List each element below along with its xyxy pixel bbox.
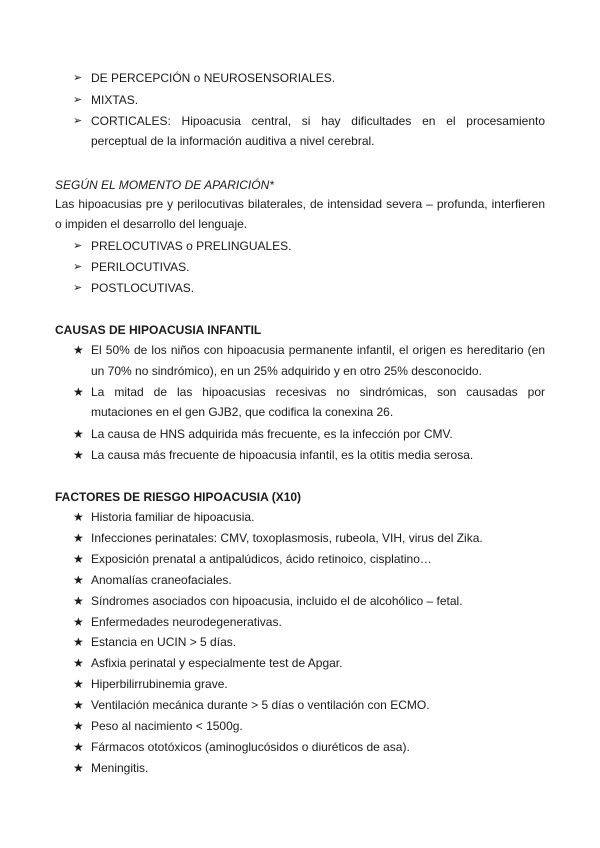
list-item: Ventilación mecánica durante > 5 días o ventilación con ECMO. bbox=[91, 698, 430, 712]
section-heading-factores: FACTORES DE RIESGO HIPOACUSIA (X10) bbox=[55, 490, 302, 504]
star-bullet-icon: ★ bbox=[73, 615, 84, 629]
star-bullet-icon: ★ bbox=[73, 573, 84, 587]
star-bullet-icon: ★ bbox=[73, 719, 84, 733]
arrow-bullet-icon: ➢ bbox=[73, 240, 83, 252]
list-item: Síndromes asociados con hipoacusia, incluido el de alcohólico – fetal. bbox=[91, 594, 463, 608]
star-bullet-icon: ★ bbox=[73, 698, 84, 712]
star-bullet-icon: ★ bbox=[73, 531, 84, 545]
list-item: POSTLOCUTIVAS. bbox=[91, 281, 195, 295]
list-item: El 50% de los niños con hipoacusia permanente infantil, el origen es hereditario (en bbox=[91, 343, 545, 357]
arrow-bullet-icon: ➢ bbox=[73, 282, 83, 294]
list-item-continuation: mutaciones en el gen GJB2, que codifica la conexina 26. bbox=[91, 405, 394, 419]
arrow-bullet-icon: ➢ bbox=[73, 115, 83, 127]
star-bullet-icon: ★ bbox=[73, 740, 84, 754]
star-bullet-icon: ★ bbox=[73, 427, 84, 441]
list-item: La causa de HNS adquirida más frecuente, es la infección por CMV. bbox=[91, 427, 453, 441]
list-item-continuation: un 70% no sindrómico), en un 25% adquirido y en otro 25% desconocido. bbox=[91, 364, 482, 378]
star-bullet-icon: ★ bbox=[73, 510, 84, 524]
list-item: Estancia en UCIN > 5 días. bbox=[91, 635, 237, 649]
star-bullet-icon: ★ bbox=[73, 552, 84, 566]
list-item: CORTICALES: Hipoacusia central, si hay dificultades en el procesamiento bbox=[91, 114, 545, 128]
list-item: Fármacos ototóxicos (aminoglucósidos o diuréticos de asa). bbox=[91, 740, 410, 754]
star-bullet-icon: ★ bbox=[73, 343, 84, 357]
list-item: Exposición prenatal a antipalúdicos, ácido retinoico, cisplatino… bbox=[91, 552, 432, 566]
list-item: Infecciones perinatales: CMV, toxoplasmosis, rubeola, VIH, virus del Zika. bbox=[91, 531, 483, 545]
star-bullet-icon: ★ bbox=[73, 594, 84, 608]
star-bullet-icon: ★ bbox=[73, 448, 84, 462]
list-item: MIXTAS. bbox=[91, 93, 139, 107]
list-item: Meningitis. bbox=[91, 761, 149, 775]
star-bullet-icon: ★ bbox=[73, 761, 84, 775]
arrow-bullet-icon: ➢ bbox=[73, 261, 83, 273]
list-item: La mitad de las hipoacusias recesivas no sindrómicas, son causadas por bbox=[91, 385, 545, 399]
list-item: Enfermedades neurodegenerativas. bbox=[91, 615, 282, 629]
list-item: Hiperbilirrubinemia grave. bbox=[91, 677, 228, 691]
list-item: Asfixia perinatal y especialmente test de Apgar. bbox=[91, 656, 343, 670]
star-bullet-icon: ★ bbox=[73, 656, 84, 670]
arrow-bullet-icon: ➢ bbox=[73, 72, 83, 84]
paragraph-line: o impiden el desarrollo del lenguaje. bbox=[55, 217, 248, 231]
list-item-continuation: perceptual de la información auditiva a nivel cerebral. bbox=[91, 134, 375, 148]
section-heading-momento: SEGÚN EL MOMENTO DE APARICIÓN* bbox=[55, 178, 274, 192]
list-item: Anomalías craneofaciales. bbox=[91, 573, 232, 587]
list-item: Peso al nacimiento < 1500g. bbox=[91, 719, 243, 733]
list-item: DE PERCEPCIÓN o NEUROSENSORIALES. bbox=[91, 71, 336, 85]
paragraph-line: Las hipoacusias pre y perilocutivas bilaterales, de intensidad severa – profunda, interfieren bbox=[55, 197, 545, 211]
star-bullet-icon: ★ bbox=[73, 385, 84, 399]
star-bullet-icon: ★ bbox=[73, 635, 84, 649]
list-item: Historia familiar de hipoacusia. bbox=[91, 510, 255, 524]
list-item: PERILOCUTIVAS. bbox=[91, 260, 190, 274]
section-heading-causas: CAUSAS DE HIPOACUSIA INFANTIL bbox=[55, 323, 262, 337]
list-item: PRELOCUTIVAS o PRELINGUALES. bbox=[91, 239, 292, 253]
list-item: La causa más frecuente de hipoacusia infantil, es la otitis media serosa. bbox=[91, 448, 474, 462]
arrow-bullet-icon: ➢ bbox=[73, 94, 83, 106]
star-bullet-icon: ★ bbox=[73, 677, 84, 691]
